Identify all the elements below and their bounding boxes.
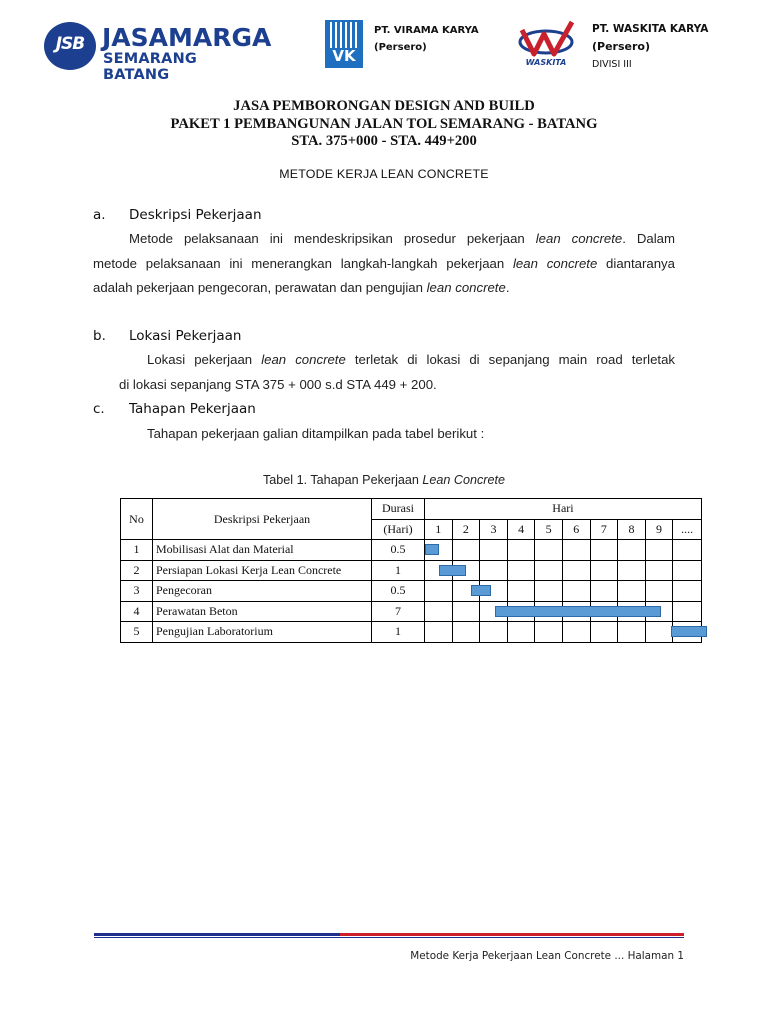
doc-subtitle: METODE KERJA LEAN CONCRETE (279, 167, 489, 181)
day-cell (452, 540, 480, 561)
day-cell (645, 560, 673, 581)
gantt-bar (425, 544, 439, 555)
section-a-letter: a. (93, 207, 106, 223)
waskita-division: DIVISI III (592, 59, 632, 70)
day-cell (562, 540, 590, 561)
day-cell (590, 622, 618, 643)
day-label: 3 (480, 519, 508, 540)
section-b-line-1: Lokasi pekerjaan lean concrete terletak di lokasi di sepanjang main road terletak (147, 352, 675, 367)
day-cell (425, 581, 453, 602)
day-cell (535, 622, 563, 643)
footer-text: Metode Kerja Pekerjaan Lean Concrete ... Halaman 1 (410, 950, 684, 962)
row-desc: Persiapan Lokasi Kerja Lean Concrete (153, 560, 372, 581)
row-duration: 0.5 (372, 581, 425, 602)
row-no: 3 (121, 581, 153, 602)
section-a-line-1: Metode pelaksanaan ini mendeskripsikan prosedur pekerjaan lean concrete. Dalam (129, 231, 675, 246)
day-cell (480, 622, 508, 643)
waskita-emblem-icon (516, 20, 578, 60)
section-c-title: Tahapan Pekerjaan (129, 401, 256, 417)
row-desc: Pengujian Laboratorium (153, 622, 372, 643)
day-cell (507, 622, 535, 643)
day-cell (618, 622, 646, 643)
day-cell (645, 622, 673, 643)
table-row (121, 540, 702, 561)
section-a-line-2: metode pelaksanaan ini menerangkan langkah-langkah pekerjaan lean concrete diantaranya (93, 256, 675, 271)
section-b-title: Lokasi Pekerjaan (129, 328, 242, 344)
section-b-letter: b. (93, 328, 106, 344)
header-no: No (121, 499, 153, 540)
row-desc: Pengecoran (153, 581, 372, 602)
day-cell (452, 601, 480, 622)
virama-karya-emblem-text: VK (332, 47, 356, 65)
row-no: 4 (121, 601, 153, 622)
day-label: 6 (562, 519, 590, 540)
table-row (121, 560, 702, 581)
waskita-logo (516, 20, 578, 70)
jasamarga-name: JASAMARGA (102, 23, 272, 52)
day-label: 2 (452, 519, 480, 540)
day-cell (425, 560, 453, 581)
row-no: 1 (121, 540, 153, 561)
day-label: 9 (645, 519, 673, 540)
day-cell (507, 540, 535, 561)
schedule-table (120, 498, 702, 643)
row-duration: 1 (372, 560, 425, 581)
day-cell (562, 581, 590, 602)
day-cell (480, 540, 508, 561)
virama-karya-name: PT. VIRAMA KARYA (374, 25, 479, 36)
footer-rule-blue (94, 933, 340, 936)
row-no: 2 (121, 560, 153, 581)
day-cell (535, 581, 563, 602)
day-label: 4 (507, 519, 535, 540)
waskita-karya-sub: (Persero) (592, 40, 650, 53)
day-cell (452, 622, 480, 643)
header-desc: Deskripsi Pekerjaan (153, 499, 372, 540)
day-cell (562, 560, 590, 581)
day-cell (507, 560, 535, 581)
day-cell (562, 622, 590, 643)
section-b-line-2: di lokasi sepanjang STA 375 + 000 s.d STA 449 + 200. (119, 377, 437, 392)
waskita-emblem-text: WASKITA (525, 58, 567, 67)
row-desc: Mobilisasi Alat dan Material (153, 540, 372, 561)
section-a-line-3: adalah pekerjaan pengecoran, perawatan dan pengujian lean concrete. (93, 280, 510, 295)
day-cell (590, 581, 618, 602)
day-label: 1 (425, 519, 453, 540)
jasamarga-subname: SEMARANG BATANG (103, 51, 198, 83)
gantt-bar (495, 606, 661, 617)
table-row (121, 622, 702, 643)
doc-title-line-2: PAKET 1 PEMBANGUNAN JALAN TOL SEMARANG - BATANG (170, 116, 598, 132)
day-cell (618, 581, 646, 602)
row-duration: 7 (372, 601, 425, 622)
jasamarga-logo (44, 22, 272, 83)
doc-title-line-1: JASA PEMBORONGAN DESIGN AND BUILD (233, 98, 535, 114)
table-row (121, 601, 702, 622)
doc-title-line-3: STA. 375+000 - STA. 449+200 (291, 133, 477, 149)
day-cell (645, 540, 673, 561)
day-cell (425, 622, 453, 643)
day-cell (673, 540, 702, 561)
header-duration-top: Durasi (372, 499, 425, 520)
gantt-bar (671, 626, 707, 637)
row-no: 5 (121, 622, 153, 643)
day-cell (425, 601, 453, 622)
day-cell (480, 560, 508, 581)
day-cell (535, 540, 563, 561)
virama-karya-sub: (Persero) (374, 42, 427, 53)
gantt-bar (439, 565, 467, 576)
section-c-line-1: Tahapan pekerjaan galian ditampilkan pada tabel berikut : (147, 426, 485, 441)
day-cell (590, 560, 618, 581)
footer-rule-thin (94, 937, 684, 938)
day-label: 8 (618, 519, 646, 540)
waskita-karya-name: PT. WASKITA KARYA (592, 23, 709, 35)
section-c-letter: c. (93, 401, 105, 417)
day-cell (673, 560, 702, 581)
header-days: Hari (425, 499, 702, 520)
day-cell (618, 560, 646, 581)
day-cell (673, 581, 702, 602)
section-a-title: Deskripsi Pekerjaan (129, 207, 262, 223)
day-cell (425, 540, 453, 561)
row-duration: 0.5 (372, 540, 425, 561)
day-cell (618, 540, 646, 561)
jasamarga-emblem-text: JSB (55, 34, 85, 54)
day-cell (673, 601, 702, 622)
day-cell (590, 540, 618, 561)
day-label: 7 (590, 519, 618, 540)
day-label: 5 (535, 519, 563, 540)
gantt-bar (471, 585, 492, 596)
footer-rule-red (340, 933, 684, 936)
day-label: .... (673, 519, 702, 540)
header-duration-bottom: (Hari) (372, 519, 425, 540)
day-cell (535, 560, 563, 581)
table-row (121, 581, 702, 602)
row-desc: Perawatan Beton (153, 601, 372, 622)
table-caption: Tabel 1. Tahapan Pekerjaan Lean Concrete (262, 473, 506, 487)
day-cell (507, 581, 535, 602)
row-duration: 1 (372, 622, 425, 643)
virama-karya-logo-icon (325, 20, 363, 68)
day-cell (645, 581, 673, 602)
